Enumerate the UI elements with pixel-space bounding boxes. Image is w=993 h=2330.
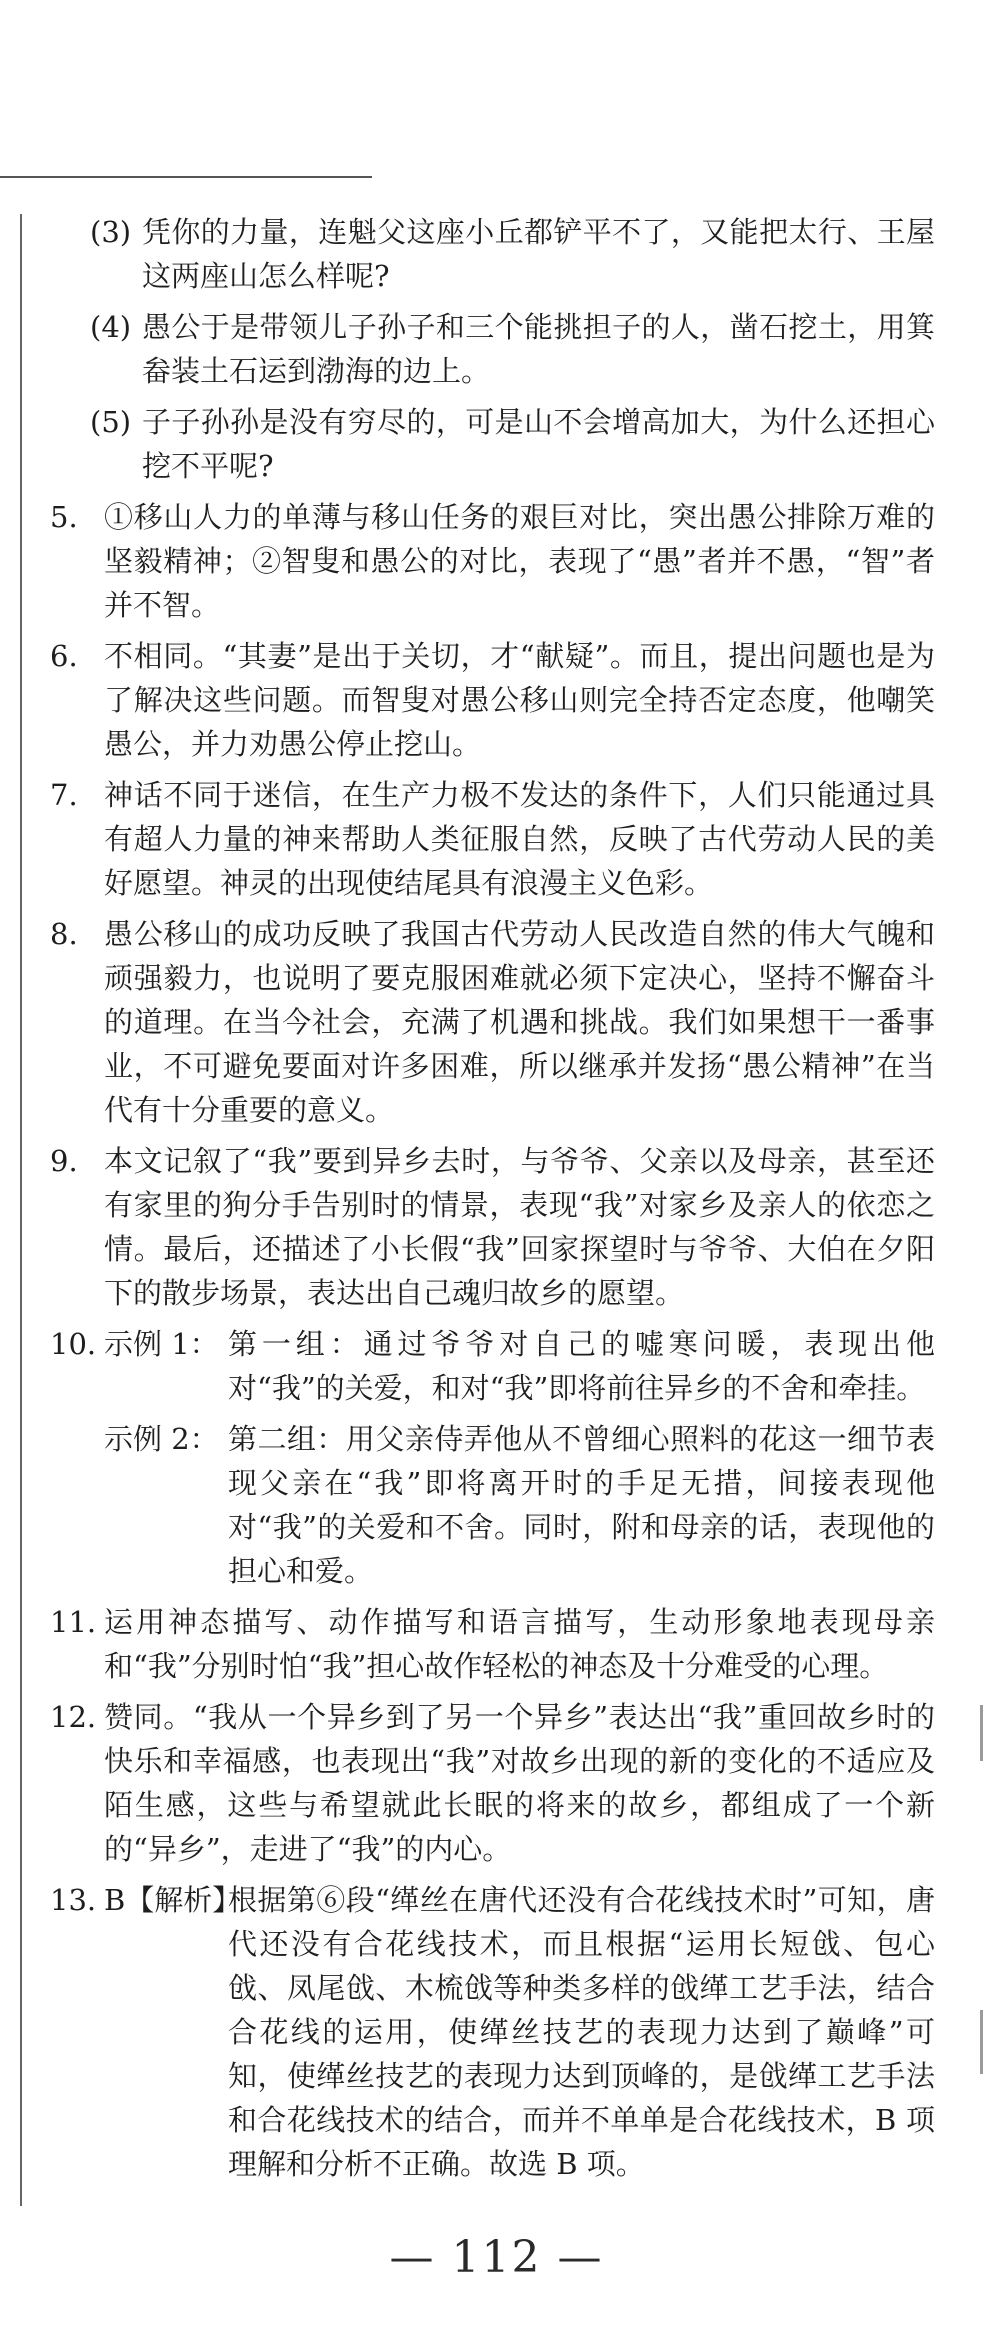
page-number: — 112 —: [389, 2232, 604, 2283]
item-number: 10.: [50, 1327, 97, 1361]
item-text: 愚公于是带领儿子孙子和三个能挑担子的人，凿石挖土，用箕畚装土石运到渤海的边上。: [142, 310, 935, 388]
item-text: 子子孙孙是没有穷尽的，可是山不会增高加大，为什么还担心挖不平呢?: [142, 405, 935, 483]
answer-item: [0, 1695, 993, 1871]
item-text: 运用神态描写、动作描写和语言描写，生动形象地表现母亲和“我”分别时怕“我”担心故作轻松的神态及十分难受的心理。: [104, 1605, 935, 1683]
item-number: 13.: [50, 1883, 97, 1917]
item-text: ①移山人力的单薄与移山任务的艰巨对比，突出愚公排除万难的坚毅精神；②智叟和愚公的对比，表现了“愚”者并不愚，“智”者并不智。: [104, 500, 935, 622]
answer-item: [0, 912, 993, 1132]
answer-item: [0, 210, 993, 298]
item-number: (5): [90, 405, 132, 439]
item-number: (4): [90, 310, 132, 344]
answer-content: [0, 210, 993, 2193]
item-text: 不相同。“其妻”是出于关切，才“献疑”。而且，提出问题也是为了解决这些问题。而智叟对愚公移山则完全持否定态度，他嘲笑愚公，并力劝愚公停止挖山。: [104, 639, 935, 761]
answer-item: [0, 305, 993, 393]
item-text: 愚公移山的成功反映了我国古代劳动人民改造自然的伟大气魄和顽强毅力，也说明了要克服困难就必须下定决心，坚持不懈奋斗的道理。在当今社会，充满了机遇和挑战。我们如果想干一番事业，不可避免要面对许多困难，所以继承并发扬“愚公精神”在当代有十分重要的意义。: [104, 917, 935, 1127]
answer-item: [0, 634, 993, 766]
item-text: 赞同。“我从一个异乡到了另一个异乡”表达出“我”重回故乡时的快乐和幸福感，也表现出“我”对故乡出现的新的变化的不适应及陌生感，这些与希望就此长眠的将来的故乡，都组成了一个新的“异乡”，走进了“我”的内心。: [104, 1700, 935, 1866]
item-number: 7.: [50, 778, 78, 812]
answer-item: [0, 400, 993, 488]
top-rule: [0, 176, 372, 178]
example-text: 第一组：通过爷爷对自己的嘘寒问暖，表现出他对“我”的关爱，和对“我”即将前往异乡的不舍和牵挂。: [228, 1327, 935, 1405]
item-text: 根据第⑥段“缂丝在唐代还没有合花线技术时”可知，唐代还没有合花线技术，而且根据“运用长短戗、包心戗、凤尾戗、木梳戗等种类多样的戗缂工艺手法，结合合花线的运用，使缂丝技艺的表现力达到了巅峰”可知，使缂丝技艺的表现力达到顶峰的，是戗缂工艺手法和合花线技术的结合，而并不单单是合花线技术，B 项理解和分析不正确。故选 B 项。: [228, 1883, 935, 2181]
answer-analysis-tag: B【解析】: [104, 1883, 242, 1917]
answer-item-13: [0, 1878, 993, 2186]
example-label: 示例 2：: [104, 1422, 219, 1456]
item-text: 神话不同于迷信，在生产力极不发达的条件下，人们只能通过具有超人力量的神来帮助人类征服自然，反映了古代劳动人民的美好愿望。神灵的出现使结尾具有浪漫主义色彩。: [104, 778, 935, 900]
item-text: 本文记叙了“我”要到异乡去时，与爷爷、父亲以及母亲，甚至还有家里的狗分手告别时的情景，表现“我”对家乡及亲人的依恋之情。最后，还描述了小长假“我”回家探望时与爷爷、大伯在夕阳下的散步场景，表达出自己魂归故乡的愿望。: [104, 1144, 935, 1310]
item-number: 8.: [50, 917, 78, 951]
example-label: 示例 1：: [104, 1327, 219, 1361]
item-number: 9.: [50, 1144, 78, 1178]
item-number: 6.: [50, 639, 78, 673]
item-number: 12.: [50, 1700, 97, 1734]
item-number: 11.: [50, 1605, 97, 1639]
example-text: 第二组：用父亲侍弄他从不曾细心照料的花这一细节表现父亲在“我”即将离开时的手足无措，间接表现他对“我”的关爱和不舍。同时，附和母亲的话，表现他的担心和爱。: [228, 1422, 935, 1588]
item-number: 5.: [50, 500, 78, 534]
answer-item: [0, 773, 993, 905]
answer-item: [0, 1139, 993, 1315]
answer-item: [0, 1600, 993, 1688]
answer-item-10: [0, 1322, 993, 1410]
item-text: 凭你的力量，连魁父这座小丘都铲平不了，又能把太行、王屋这两座山怎么样呢?: [142, 215, 935, 293]
answer-item: [0, 495, 993, 627]
item-number: (3): [90, 215, 132, 249]
answer-item-10-example-2: [0, 1417, 993, 1593]
